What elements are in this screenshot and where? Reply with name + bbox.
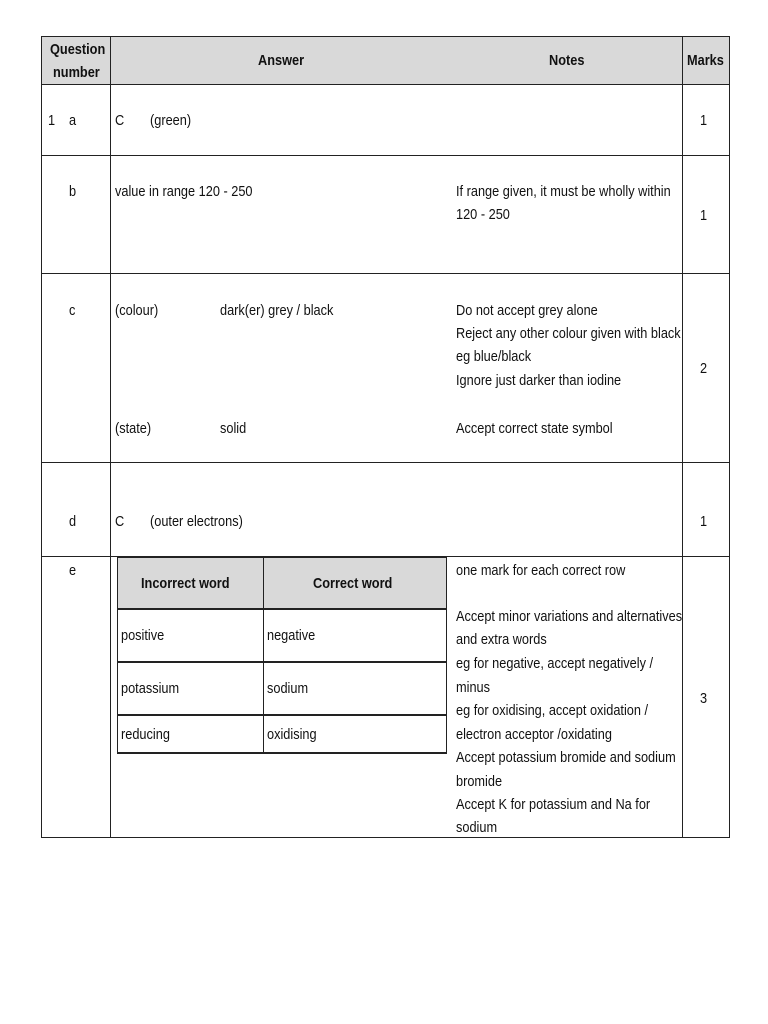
header-marks: Marks bbox=[687, 52, 724, 69]
notes-e-line: Accept potassium bromide and sodium bbox=[456, 749, 676, 766]
row-divider bbox=[42, 462, 729, 463]
notes-e-line: sodium bbox=[456, 819, 498, 836]
word-table-cell: potassium bbox=[121, 680, 180, 697]
column-divider bbox=[110, 37, 111, 837]
question-part-a: a bbox=[69, 112, 77, 129]
notes-b-line: 120 - 250 bbox=[456, 206, 510, 223]
question-part-e: e bbox=[69, 562, 77, 579]
notes-e-line: bromide bbox=[456, 773, 503, 790]
answer-d-letter: C bbox=[115, 513, 125, 530]
notes-c-line: Do not accept grey alone bbox=[456, 302, 598, 319]
header-question-number-line2: number bbox=[53, 64, 100, 81]
word-table-cell: reducing bbox=[121, 726, 170, 743]
answer-a-letter: C bbox=[115, 112, 125, 129]
answer-c-colour-value: dark(er) grey / black bbox=[220, 302, 334, 319]
notes-e-line: eg for negative, accept negatively / bbox=[456, 655, 654, 672]
column-divider bbox=[682, 37, 683, 837]
word-correction-table bbox=[117, 557, 447, 754]
header-notes: Notes bbox=[549, 52, 585, 69]
question-number: 1 bbox=[48, 112, 56, 129]
marks-a: 1 bbox=[700, 112, 708, 129]
question-part-b: b bbox=[69, 183, 77, 200]
notes-c-line: Ignore just darker than iodine bbox=[456, 372, 622, 389]
marks-c: 2 bbox=[700, 360, 708, 377]
notes-c-state: Accept correct state symbol bbox=[456, 420, 613, 437]
mark-scheme-table bbox=[41, 36, 730, 838]
word-table-header-incorrect: Incorrect word bbox=[141, 575, 230, 592]
answer-c-state-label: (state) bbox=[115, 420, 152, 437]
answer-c-state-value: solid bbox=[220, 420, 247, 437]
word-table-cell: sodium bbox=[267, 680, 309, 697]
word-table-cell: positive bbox=[121, 627, 165, 644]
notes-e-first: one mark for each correct row bbox=[456, 562, 626, 579]
word-table-header-correct: Correct word bbox=[313, 575, 393, 592]
row-divider bbox=[42, 84, 729, 85]
marks-e: 3 bbox=[700, 690, 708, 707]
notes-e-line: electron acceptor /oxidating bbox=[456, 726, 612, 743]
table-header-row bbox=[42, 37, 729, 84]
answer-b: value in range 120 - 250 bbox=[115, 183, 253, 200]
answer-a-detail: (green) bbox=[150, 112, 192, 129]
marks-b: 1 bbox=[700, 207, 708, 224]
header-question-number-line1: Question bbox=[50, 41, 106, 58]
notes-e-line: eg for oxidising, accept oxidation / bbox=[456, 702, 649, 719]
notes-b-line: If range given, it must be wholly within bbox=[456, 183, 671, 200]
row-divider bbox=[42, 155, 729, 156]
notes-e-line: and extra words bbox=[456, 631, 547, 648]
answer-c-colour-label: (colour) bbox=[115, 302, 159, 319]
notes-e-line: Accept K for potassium and Na for bbox=[456, 796, 651, 813]
answer-d-detail: (outer electrons) bbox=[150, 513, 243, 530]
marks-d: 1 bbox=[700, 513, 708, 530]
notes-c-line: Reject any other colour given with black bbox=[456, 325, 681, 342]
notes-e-line: minus bbox=[456, 679, 491, 696]
row-divider bbox=[42, 273, 729, 274]
word-table-cell: oxidising bbox=[267, 726, 317, 743]
question-part-d: d bbox=[69, 513, 77, 530]
header-answer: Answer bbox=[258, 52, 305, 69]
question-part-c: c bbox=[69, 302, 76, 319]
word-table-cell: negative bbox=[267, 627, 316, 644]
notes-e-line: Accept minor variations and alternatives bbox=[456, 608, 683, 625]
notes-c-line: eg blue/black bbox=[456, 348, 532, 365]
